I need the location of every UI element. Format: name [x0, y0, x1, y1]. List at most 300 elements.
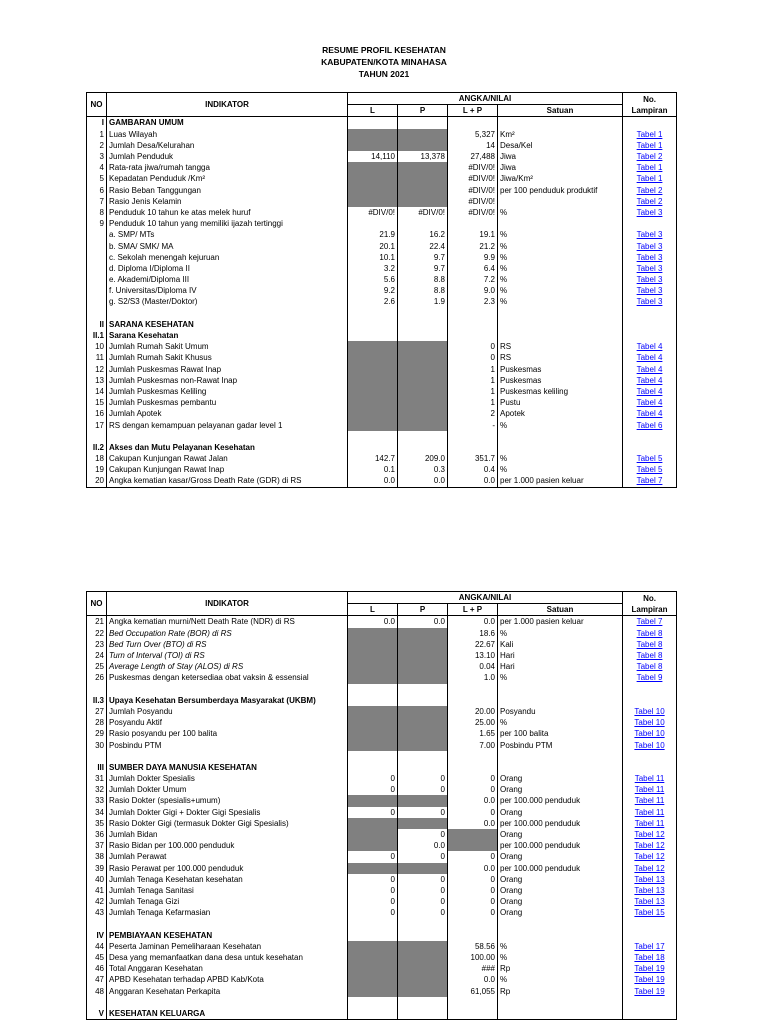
row-value-p	[398, 986, 448, 997]
row-value-p	[398, 650, 448, 661]
row-value-lp	[448, 319, 498, 330]
row-value-l	[348, 997, 398, 1008]
row-value-p	[398, 330, 448, 341]
row-indicator: Posbindu PTM	[107, 739, 348, 750]
lampiran-link[interactable]: Tabel 12	[634, 863, 665, 873]
table-row	[87, 1008, 677, 1020]
row-value-l: 5.6	[348, 274, 398, 285]
lampiran-link[interactable]: Tabel 3	[636, 230, 663, 240]
table-row	[87, 986, 677, 997]
lampiran-link[interactable]: Tabel 13	[634, 885, 665, 895]
row-lampiran	[623, 442, 677, 453]
row-lampiran	[623, 840, 677, 851]
row-unit	[498, 218, 623, 229]
row-indicator: Rasio Dokter Gigi (termasuk Dokter Gigi Spesialis)	[107, 818, 348, 829]
lampiran-link[interactable]: Tabel 19	[634, 964, 665, 974]
row-lampiran	[623, 684, 677, 695]
lampiran-link[interactable]: Tabel 18	[634, 953, 665, 963]
row-value-l	[348, 941, 398, 952]
lampiran-link[interactable]: Tabel 7	[636, 617, 663, 627]
lampiran-link[interactable]: Tabel 4	[636, 375, 663, 385]
row-indicator: SUMBER DAYA MANUSIA KESEHATAN	[107, 762, 348, 773]
row-value-p: 0	[398, 874, 448, 885]
lampiran-link[interactable]: Tabel 13	[634, 874, 665, 884]
row-number: 45	[87, 952, 107, 963]
col-l-header: L	[348, 604, 398, 616]
row-indicator	[107, 684, 348, 695]
row-value-l: 21.9	[348, 229, 398, 240]
row-lampiran	[623, 475, 677, 487]
row-unit: Hari	[498, 661, 623, 672]
row-lampiran	[623, 196, 677, 207]
row-value-l	[348, 308, 398, 319]
table-row	[87, 296, 677, 307]
row-indicator	[107, 918, 348, 929]
row-unit	[498, 1008, 623, 1020]
lampiran-link[interactable]: Tabel 8	[636, 628, 663, 638]
row-unit: Orang	[498, 874, 623, 885]
row-value-p	[398, 941, 448, 952]
row-lampiran	[623, 751, 677, 762]
row-unit: %	[498, 207, 623, 218]
row-value-l: 0.1	[348, 464, 398, 475]
row-unit: Kali	[498, 639, 623, 650]
row-value-p	[398, 442, 448, 453]
row-lampiran	[623, 896, 677, 907]
row-number: 40	[87, 874, 107, 885]
lampiran-link[interactable]: Tabel 8	[636, 662, 663, 672]
lampiran-link[interactable]: Tabel 11	[634, 818, 665, 828]
row-value-p	[398, 397, 448, 408]
row-lampiran	[623, 129, 677, 140]
row-lampiran	[623, 386, 677, 397]
lampiran-link[interactable]: Tabel 11	[634, 774, 665, 784]
row-value-p: 0.0	[398, 840, 448, 851]
row-value-p	[398, 963, 448, 974]
lampiran-link[interactable]: Tabel 19	[634, 986, 665, 996]
col-lampiran-header	[623, 592, 677, 616]
row-number: 20	[87, 475, 107, 487]
table-row	[87, 639, 677, 650]
row-value-lp	[448, 308, 498, 319]
row-value-lp	[448, 751, 498, 762]
row-unit: Orang	[498, 896, 623, 907]
row-unit: Rp	[498, 963, 623, 974]
table-row	[87, 386, 677, 397]
row-value-lp: 0.0	[448, 863, 498, 874]
row-value-p	[398, 818, 448, 829]
lampiran-link[interactable]: Tabel 12	[634, 852, 665, 862]
lampiran-link[interactable]: Tabel 10	[634, 740, 665, 750]
table-row	[87, 941, 677, 952]
report-title: RESUME PROFIL KESEHATAN	[322, 45, 446, 55]
row-indicator: Jumlah Penduduk	[107, 151, 348, 162]
row-value-p	[398, 129, 448, 140]
row-value-l: 0	[348, 907, 398, 918]
lampiran-link[interactable]: Tabel 2	[636, 196, 663, 206]
row-unit: %	[498, 672, 623, 683]
row-unit: Orang	[498, 829, 623, 840]
row-indicator: GAMBARAN UMUM	[107, 117, 348, 129]
row-unit	[498, 684, 623, 695]
row-value-lp	[448, 762, 498, 773]
row-indicator: Jumlah Perawat	[107, 851, 348, 862]
row-indicator: Jumlah Rumah Sakit Umum	[107, 341, 348, 352]
row-value-lp: 13.10	[448, 650, 498, 661]
row-value-l: 0	[348, 885, 398, 896]
row-lampiran	[623, 706, 677, 717]
row-value-lp: 100.00	[448, 952, 498, 963]
row-value-l: 14,110	[348, 151, 398, 162]
row-lampiran	[623, 907, 677, 918]
lampiran-link[interactable]: Tabel 5	[636, 465, 663, 475]
row-value-l	[348, 986, 398, 997]
row-value-p	[398, 930, 448, 941]
lampiran-link[interactable]: Tabel 3	[636, 275, 663, 285]
row-lampiran	[623, 941, 677, 952]
row-number: 23	[87, 639, 107, 650]
lampiran-link[interactable]: Tabel 10	[634, 729, 665, 739]
row-value-l: 0	[348, 874, 398, 885]
row-unit: Desa/Kel	[498, 140, 623, 151]
row-number: IV	[87, 930, 107, 941]
row-value-l	[348, 1008, 398, 1020]
row-lampiran	[623, 319, 677, 330]
row-indicator: SARANA KESEHATAN	[107, 319, 348, 330]
row-number	[87, 918, 107, 929]
row-value-l: 3.2	[348, 263, 398, 274]
row-lampiran	[623, 616, 677, 628]
row-value-lp: 2	[448, 408, 498, 419]
row-number: 22	[87, 628, 107, 639]
row-number: 25	[87, 661, 107, 672]
row-lampiran	[623, 308, 677, 319]
row-indicator: Rasio Dokter (spesialis+umum)	[107, 795, 348, 806]
lampiran-link[interactable]: Tabel 15	[634, 908, 665, 918]
row-indicator: PEMBIAYAAN KESEHATAN	[107, 930, 348, 941]
lampiran-link[interactable]: Tabel 5	[636, 454, 663, 464]
lampiran-link[interactable]: Tabel 4	[636, 364, 663, 374]
lampiran-link[interactable]: Tabel 4	[636, 342, 663, 352]
row-unit	[498, 997, 623, 1008]
row-number: 48	[87, 986, 107, 997]
row-lampiran	[623, 263, 677, 274]
row-value-p: 0	[398, 851, 448, 862]
row-unit: Orang	[498, 784, 623, 795]
row-lampiran	[623, 930, 677, 941]
row-number: 6	[87, 185, 107, 196]
row-value-l	[348, 185, 398, 196]
table-row	[87, 140, 677, 151]
lampiran-link[interactable]: Tabel 7	[636, 476, 663, 486]
row-indicator: Sarana Kesehatan	[107, 330, 348, 341]
row-value-lp	[448, 330, 498, 341]
row-value-l: 20.1	[348, 240, 398, 251]
lampiran-link[interactable]: Tabel 3	[636, 297, 663, 307]
row-value-lp	[448, 695, 498, 706]
lampiran-link[interactable]: Tabel 13	[634, 897, 665, 907]
row-indicator: RS dengan kemampuan pelayanan gadar level 1	[107, 419, 348, 430]
table-row	[87, 319, 677, 330]
row-lampiran	[623, 285, 677, 296]
lampiran-link[interactable]: Tabel 12	[634, 830, 665, 840]
row-lampiran	[623, 885, 677, 896]
table-row	[87, 851, 677, 862]
row-number: 27	[87, 706, 107, 717]
row-value-lp: 0.0	[448, 974, 498, 985]
row-unit: %	[498, 229, 623, 240]
row-number	[87, 751, 107, 762]
row-value-p: 0	[398, 829, 448, 840]
row-unit	[498, 319, 623, 330]
col-lp-header: L + P	[448, 105, 498, 117]
row-value-p: 0.3	[398, 464, 448, 475]
lampiran-link[interactable]: Tabel 3	[636, 207, 663, 217]
lampiran-link[interactable]: Tabel 2	[636, 152, 663, 162]
row-indicator: Jumlah Apotek	[107, 408, 348, 419]
profile-table-page-1	[86, 92, 677, 488]
row-value-l: 0.0	[348, 475, 398, 487]
row-number: 2	[87, 140, 107, 151]
row-number: 17	[87, 419, 107, 430]
row-value-lp	[448, 918, 498, 929]
table-row	[87, 684, 677, 695]
lampiran-header-line1: No.	[643, 593, 656, 603]
row-indicator: f. Universitas/Diploma IV	[107, 285, 348, 296]
row-value-lp: 58.56	[448, 941, 498, 952]
table-row	[87, 706, 677, 717]
row-lampiran	[623, 986, 677, 997]
row-value-p	[398, 352, 448, 363]
row-lampiran	[623, 375, 677, 386]
lampiran-link[interactable]: Tabel 19	[634, 975, 665, 985]
row-value-lp: #DIV/0!	[448, 207, 498, 218]
lampiran-link[interactable]: Tabel 4	[636, 386, 663, 396]
row-value-lp	[448, 684, 498, 695]
table-row	[87, 661, 677, 672]
row-value-l: 2.6	[348, 296, 398, 307]
row-value-p: 0	[398, 907, 448, 918]
lampiran-link[interactable]: Tabel 9	[636, 673, 663, 683]
row-value-lp	[448, 1008, 498, 1020]
row-unit	[498, 117, 623, 129]
row-lampiran	[623, 453, 677, 464]
row-indicator: Rasio Beban Tanggungan	[107, 185, 348, 196]
lampiran-link[interactable]: Tabel 3	[636, 252, 663, 262]
row-unit: Puskesmas	[498, 364, 623, 375]
row-value-p	[398, 173, 448, 184]
table-row	[87, 728, 677, 739]
lampiran-link[interactable]: Tabel 8	[636, 639, 663, 649]
lampiran-link[interactable]: Tabel 1	[636, 140, 663, 150]
row-value-l	[348, 375, 398, 386]
table-row	[87, 784, 677, 795]
lampiran-link[interactable]: Tabel 8	[636, 651, 663, 661]
row-lampiran	[623, 717, 677, 728]
row-value-lp: 20.00	[448, 706, 498, 717]
lampiran-link[interactable]: Tabel 2	[636, 185, 663, 195]
row-number: 16	[87, 408, 107, 419]
row-value-l	[348, 930, 398, 941]
row-value-lp: 0	[448, 874, 498, 885]
table-row	[87, 285, 677, 296]
row-value-p	[398, 706, 448, 717]
row-indicator: Jumlah Puskesmas Keliling	[107, 386, 348, 397]
row-value-p	[398, 117, 448, 129]
row-lampiran	[623, 918, 677, 929]
row-indicator: Posyandu Aktif	[107, 717, 348, 728]
row-unit: Posyandu	[498, 706, 623, 717]
row-indicator: Bed Turn Over (BTO) di RS	[107, 639, 348, 650]
row-value-p: #DIV/0!	[398, 207, 448, 218]
row-value-p	[398, 661, 448, 672]
col-indikator-header: INDIKATOR	[107, 93, 348, 117]
table-row	[87, 695, 677, 706]
row-indicator: KESEHATAN KELUARGA	[107, 1008, 348, 1020]
row-number: 31	[87, 773, 107, 784]
col-p-header: P	[398, 105, 448, 117]
lampiran-link[interactable]: Tabel 3	[636, 263, 663, 273]
lampiran-link[interactable]: Tabel 1	[636, 129, 663, 139]
row-value-lp: #DIV/0!	[448, 196, 498, 207]
row-value-p	[398, 672, 448, 683]
row-unit: per 100.000 penduduk	[498, 840, 623, 851]
table-row	[87, 375, 677, 386]
row-unit: Jiwa/Km²	[498, 173, 623, 184]
row-value-lp: 1	[448, 397, 498, 408]
row-value-l	[348, 140, 398, 151]
table-row	[87, 907, 677, 918]
row-value-l: 142.7	[348, 453, 398, 464]
row-value-l: 9.2	[348, 285, 398, 296]
row-value-lp: 0.0	[448, 795, 498, 806]
row-number: 5	[87, 173, 107, 184]
row-indicator: Rasio Bidan per 100.000 penduduk	[107, 840, 348, 851]
row-lampiran	[623, 952, 677, 963]
row-value-p	[398, 196, 448, 207]
row-value-p: 16.2	[398, 229, 448, 240]
row-number: 9	[87, 218, 107, 229]
lampiran-link[interactable]: Tabel 4	[636, 398, 663, 408]
row-number: 4	[87, 162, 107, 173]
table-row	[87, 252, 677, 263]
row-number: 14	[87, 386, 107, 397]
lampiran-link[interactable]: Tabel 10	[634, 718, 665, 728]
row-value-l	[348, 442, 398, 453]
row-lampiran	[623, 173, 677, 184]
row-number	[87, 229, 107, 240]
row-value-p	[398, 739, 448, 750]
row-value-p: 209.0	[398, 453, 448, 464]
row-value-lp	[448, 117, 498, 129]
row-value-l: 0	[348, 784, 398, 795]
row-value-lp: 0.0	[448, 475, 498, 487]
table-row	[87, 173, 677, 184]
row-number: 35	[87, 818, 107, 829]
row-value-p	[398, 162, 448, 173]
row-value-lp: 7.2	[448, 274, 498, 285]
lampiran-link[interactable]: Tabel 11	[634, 785, 665, 795]
row-value-lp	[448, 840, 498, 851]
lampiran-link[interactable]: Tabel 6	[636, 420, 663, 430]
row-value-p	[398, 419, 448, 430]
row-value-l	[348, 728, 398, 739]
row-indicator: Average Length of Stay (ALOS) di RS	[107, 661, 348, 672]
row-value-lp: 0	[448, 885, 498, 896]
lampiran-link[interactable]: Tabel 4	[636, 353, 663, 363]
lampiran-link[interactable]: Tabel 17	[634, 941, 665, 951]
row-number	[87, 285, 107, 296]
lampiran-link[interactable]: Tabel 12	[634, 841, 665, 851]
row-value-lp: 5,327	[448, 129, 498, 140]
lampiran-link[interactable]: Tabel 11	[634, 796, 665, 806]
row-value-l	[348, 196, 398, 207]
row-unit	[498, 751, 623, 762]
table-row	[87, 431, 677, 442]
table-row	[87, 773, 677, 784]
row-number: 19	[87, 464, 107, 475]
row-indicator: b. SMA/ SMK/ MA	[107, 240, 348, 251]
row-value-l	[348, 963, 398, 974]
table-row	[87, 829, 677, 840]
row-indicator: Jumlah Dokter Gigi + Dokter Gigi Spesialis	[107, 807, 348, 818]
row-value-lp: 9.9	[448, 252, 498, 263]
row-lampiran	[623, 728, 677, 739]
row-number: 28	[87, 717, 107, 728]
lampiran-link[interactable]: Tabel 11	[634, 807, 665, 817]
row-lampiran	[623, 963, 677, 974]
table-row	[87, 442, 677, 453]
row-indicator: Upaya Kesehatan Bersumberdaya Masyarakat (UKBM)	[107, 695, 348, 706]
header-row	[87, 592, 677, 604]
col-no-header: NO	[87, 93, 107, 117]
row-number: 39	[87, 863, 107, 874]
row-lampiran	[623, 162, 677, 173]
row-indicator: d. Diploma I/Diploma II	[107, 263, 348, 274]
lampiran-link[interactable]: Tabel 4	[636, 409, 663, 419]
lampiran-link[interactable]: Tabel 1	[636, 163, 663, 173]
table-row	[87, 628, 677, 639]
lampiran-link[interactable]: Tabel 3	[636, 286, 663, 296]
row-indicator: Cakupan Kunjungan Rawat Inap	[107, 464, 348, 475]
row-number: 47	[87, 974, 107, 985]
lampiran-link[interactable]: Tabel 3	[636, 241, 663, 251]
row-number: 13	[87, 375, 107, 386]
lampiran-link[interactable]: Tabel 10	[634, 706, 665, 716]
row-lampiran	[623, 1008, 677, 1020]
row-value-l	[348, 408, 398, 419]
row-value-l	[348, 117, 398, 129]
row-value-l	[348, 706, 398, 717]
row-lampiran	[623, 218, 677, 229]
row-value-l	[348, 918, 398, 929]
lampiran-link[interactable]: Tabel 1	[636, 174, 663, 184]
table-row	[87, 997, 677, 1008]
row-value-lp: 0	[448, 352, 498, 363]
row-unit: RS	[498, 341, 623, 352]
lampiran-header-line2: Lampiran	[631, 105, 668, 115]
table-row	[87, 818, 677, 829]
row-indicator: Puskesmas dengan ketersediaa obat vaksin & essensial	[107, 672, 348, 683]
row-value-lp: 0	[448, 807, 498, 818]
row-unit: %	[498, 419, 623, 430]
table-row	[87, 464, 677, 475]
row-number	[87, 274, 107, 285]
row-lampiran	[623, 829, 677, 840]
row-unit: Posbindu PTM	[498, 739, 623, 750]
row-value-lp: 1.65	[448, 728, 498, 739]
lampiran-header-line2: Lampiran	[631, 604, 668, 614]
